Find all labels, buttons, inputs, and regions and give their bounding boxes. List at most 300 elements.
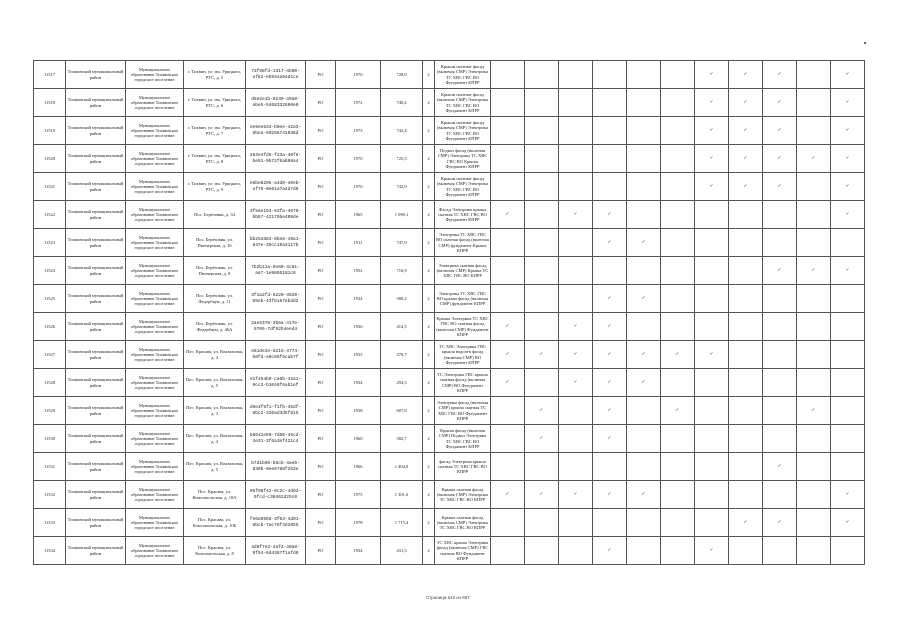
- check-mark-icon: ✓: [593, 313, 627, 341]
- check-mark-icon: ✓: [491, 201, 525, 229]
- works-cell: Электрика скатная фасад (включая СМР) Крыша ТС ХВС ГВС ВО КПРР: [435, 257, 491, 285]
- area-cell: 742,9: [381, 173, 423, 201]
- check-mark-icon: ✓: [593, 425, 627, 453]
- settlement-cell: Муниципальное образование Тихвинское городское поселение: [126, 173, 184, 201]
- check-mark-icon: ✓: [729, 145, 763, 173]
- empty-check-cell: [729, 313, 763, 341]
- empty-check-cell: [763, 481, 797, 509]
- house-id-cell: b7d1b96-b6cb-4aeb-839b-0ee6788f2b3e: [246, 453, 306, 481]
- empty-check-cell: [797, 425, 831, 453]
- empty-check-cell: [559, 425, 593, 453]
- type-cell: РО: [306, 257, 336, 285]
- floors-cell: 2: [423, 313, 435, 341]
- row-number: 11528: [34, 369, 66, 397]
- empty-check-cell: [695, 397, 729, 425]
- table-row: [34, 285, 865, 313]
- empty-check-cell: [661, 89, 695, 117]
- empty-check-cell: [593, 257, 627, 285]
- check-mark-icon: ✓: [763, 61, 797, 89]
- check-mark-icon: ✓: [695, 117, 729, 145]
- empty-check-cell: [729, 285, 763, 313]
- settlement-cell: Муниципальное образование Тихвинское городское поселение: [126, 509, 184, 537]
- empty-check-cell: [491, 117, 525, 145]
- type-cell: РО: [306, 145, 336, 173]
- empty-check-cell: [525, 229, 559, 257]
- type-cell: РО: [306, 453, 336, 481]
- row-number: 11523: [34, 229, 66, 257]
- floors-cell: 2: [423, 285, 435, 313]
- check-mark-icon: ✓: [831, 89, 865, 117]
- empty-check-cell: [695, 369, 729, 397]
- check-mark-icon: ✓: [831, 145, 865, 173]
- register-sheet: [33, 60, 865, 565]
- empty-check-cell: [593, 117, 627, 145]
- check-mark-icon: ✓: [831, 201, 865, 229]
- empty-check-cell: [525, 257, 559, 285]
- district-cell: Тихвинский муниципальный район: [66, 229, 126, 257]
- house-id-cell: 3f1a2fd-6220-4920-85eb-43f8167abdd2: [246, 285, 306, 313]
- empty-check-cell: [525, 369, 559, 397]
- empty-check-cell: [559, 145, 593, 173]
- year-cell: 1978: [336, 509, 381, 537]
- empty-check-cell: [729, 201, 763, 229]
- year-cell: 1936: [336, 313, 381, 341]
- floors-cell: 2: [423, 509, 435, 537]
- works-cell: Крыши скатные фасад (включая СМР) Электрика ТС ХВС ГВС ВО Фундамент КПРР: [435, 117, 491, 145]
- check-mark-icon: ✓: [559, 369, 593, 397]
- floors-cell: 2: [423, 89, 435, 117]
- year-cell: 1934: [336, 369, 381, 397]
- address-cell: Пос. Красава, ул. Комсомольская, д. 8: [184, 537, 246, 565]
- address-cell: Пос. Берёзовик, д. 34: [184, 201, 246, 229]
- works-cell: Крыша скатная фасад (включая СМР) Электрика ТС ХВС ГВС ВО КПРР: [435, 481, 491, 509]
- address-cell: Пос. Берёзовик, ул. Федербаум, д. 46А: [184, 313, 246, 341]
- check-mark-icon: ✓: [763, 89, 797, 117]
- house-id-cell: d9e4f5f1-f1fb-45df-8bc2-320ad3d5f815: [246, 397, 306, 425]
- house-id-cell: ee9ee634-b0ee-42a3-9bea-60256741038d: [246, 117, 306, 145]
- settlement-cell: Муниципальное образование Тихвинское городское поселение: [126, 537, 184, 565]
- area-cell: 478,7: [381, 341, 423, 369]
- empty-check-cell: [729, 341, 763, 369]
- address-cell: г. Тихвин, ул. им. Урицкого, РТС, д. 9: [184, 173, 246, 201]
- empty-check-cell: [525, 509, 559, 537]
- page-footer: Страница 642 из 687: [426, 595, 470, 600]
- check-mark-icon: ✓: [593, 201, 627, 229]
- address-cell: Пос. Красава, ул. Вокзальная, д. 4: [184, 341, 246, 369]
- empty-check-cell: [525, 201, 559, 229]
- row-number: 11529: [34, 397, 66, 425]
- address-cell: г. Тихвин, ул. им. Урицкого, РТС, д. 5: [184, 61, 246, 89]
- empty-check-cell: [831, 537, 865, 565]
- year-cell: 1911: [336, 229, 381, 257]
- empty-check-cell: [491, 509, 525, 537]
- empty-check-cell: [491, 285, 525, 313]
- works-cell: Крыши скатные фасад (включая СМР) Электрика ТС ХВС ГВС ВО Фундамент КПРР: [435, 89, 491, 117]
- district-cell: Тихвинский муниципальный район: [66, 201, 126, 229]
- settlement-cell: Муниципальное образование Тихвинское городское поселение: [126, 117, 184, 145]
- empty-check-cell: [593, 509, 627, 537]
- register-table: [33, 60, 865, 565]
- address-cell: Пос. Красава, ул. Вокзальная, д. 3: [184, 397, 246, 425]
- row-number: 11534: [34, 537, 66, 565]
- house-id-cell: fe6a9566-3f63-4d01-8bcb-7ac76f3d2055: [246, 509, 306, 537]
- area-cell: 728,9: [381, 61, 423, 89]
- table-row: [34, 341, 865, 369]
- address-cell: Пос. Красава, ул. Комсомольская, д. 10А: [184, 481, 246, 509]
- house-id-cell: 3f8ae154-53fa-4679-bb57-42179be409de: [246, 201, 306, 229]
- district-cell: Тихвинский муниципальный район: [66, 117, 126, 145]
- empty-check-cell: [763, 313, 797, 341]
- works-cell: Электрика фасад (включая СМР) крыша скатная ТС ХВС ГВС ВО Фундамент КПРР: [435, 397, 491, 425]
- empty-check-cell: [627, 145, 661, 173]
- empty-check-cell: [695, 257, 729, 285]
- empty-check-cell: [661, 453, 695, 481]
- check-mark-icon: ✓: [491, 341, 525, 369]
- works-cell: Подвал фасад (включая СМР) Электрика ТС ХВС ГВС ВО Крыша Фундамент КПРР: [435, 145, 491, 173]
- check-mark-icon: ✓: [593, 285, 627, 313]
- empty-check-cell: [763, 285, 797, 313]
- check-mark-icon: ✓: [491, 313, 525, 341]
- empty-check-cell: [491, 257, 525, 285]
- empty-check-cell: [491, 145, 525, 173]
- row-number: 11532: [34, 481, 66, 509]
- district-cell: Тихвинский муниципальный район: [66, 509, 126, 537]
- settlement-cell: Муниципальное образование Тихвинское городское поселение: [126, 89, 184, 117]
- empty-check-cell: [491, 537, 525, 565]
- type-cell: РО: [306, 481, 336, 509]
- empty-check-cell: [525, 453, 559, 481]
- empty-check-cell: [661, 285, 695, 313]
- check-mark-icon: ✓: [661, 341, 695, 369]
- check-mark-icon: ✓: [763, 257, 797, 285]
- type-cell: РО: [306, 397, 336, 425]
- empty-check-cell: [763, 201, 797, 229]
- works-cell: Крыша Электрика ТС ХВС ГВС ВО скатная фасад (включая СМР) Фундамент КПРР: [435, 313, 491, 341]
- district-cell: Тихвинский муниципальный район: [66, 173, 126, 201]
- empty-check-cell: [525, 61, 559, 89]
- year-cell: 1972: [336, 89, 381, 117]
- settlement-cell: Муниципальное образование Тихвинское городское поселение: [126, 61, 184, 89]
- settlement-cell: Муниципальное образование Тихвинское городское поселение: [126, 481, 184, 509]
- register-rows: [34, 61, 865, 565]
- table-row: [34, 173, 865, 201]
- check-mark-icon: ✓: [525, 341, 559, 369]
- empty-check-cell: [831, 341, 865, 369]
- year-cell: 1938: [336, 397, 381, 425]
- row-number: 11526: [34, 313, 66, 341]
- check-mark-icon: ✓: [763, 453, 797, 481]
- empty-check-cell: [797, 481, 831, 509]
- empty-check-cell: [695, 313, 729, 341]
- empty-check-cell: [525, 89, 559, 117]
- empty-check-cell: [729, 229, 763, 257]
- check-mark-icon: ✓: [695, 89, 729, 117]
- check-mark-icon: ✓: [831, 481, 865, 509]
- empty-check-cell: [491, 173, 525, 201]
- empty-check-cell: [559, 61, 593, 89]
- row-number: 11517: [34, 61, 66, 89]
- empty-check-cell: [763, 369, 797, 397]
- floors-cell: 2: [423, 453, 435, 481]
- district-cell: Тихвинский муниципальный район: [66, 341, 126, 369]
- check-mark-icon: ✓: [695, 341, 729, 369]
- address-cell: Пос. Берёзовик, ул. Пионерская, д. 8: [184, 257, 246, 285]
- settlement-cell: Муниципальное образование Тихвинское городское поселение: [126, 229, 184, 257]
- area-cell: 294,3: [381, 369, 423, 397]
- empty-check-cell: [797, 285, 831, 313]
- empty-check-cell: [627, 453, 661, 481]
- empty-check-cell: [525, 313, 559, 341]
- empty-check-cell: [831, 425, 865, 453]
- check-mark-icon: ✓: [627, 229, 661, 257]
- table-row: [34, 397, 865, 425]
- empty-check-cell: [627, 537, 661, 565]
- check-mark-icon: ✓: [831, 257, 865, 285]
- address-cell: Пос. Красава, ул. Комсомольская, д. 10Б: [184, 509, 246, 537]
- empty-check-cell: [729, 369, 763, 397]
- empty-check-cell: [627, 425, 661, 453]
- floors-cell: 2: [423, 341, 435, 369]
- empty-check-cell: [661, 369, 695, 397]
- area-cell: 716,9: [381, 257, 423, 285]
- empty-check-cell: [525, 145, 559, 173]
- check-mark-icon: ✓: [763, 173, 797, 201]
- empty-check-cell: [763, 229, 797, 257]
- check-mark-icon: ✓: [491, 481, 525, 509]
- check-mark-icon: ✓: [695, 145, 729, 173]
- district-cell: Тихвинский муниципальный район: [66, 145, 126, 173]
- check-mark-icon: ✓: [763, 509, 797, 537]
- empty-check-cell: [763, 425, 797, 453]
- row-number: 11531: [34, 453, 66, 481]
- year-cell: 1935: [336, 341, 381, 369]
- settlement-cell: Муниципальное образование Тихвинское городское поселение: [126, 285, 184, 313]
- address-cell: Пос. Красава, ул. Вокзальная, д. 4: [184, 425, 246, 453]
- type-cell: РО: [306, 537, 336, 565]
- district-cell: Тихвинский муниципальный район: [66, 89, 126, 117]
- settlement-cell: Муниципальное образование Тихвинское городское поселение: [126, 341, 184, 369]
- empty-check-cell: [797, 173, 831, 201]
- check-mark-icon: ✓: [593, 537, 627, 565]
- empty-check-cell: [661, 117, 695, 145]
- check-mark-icon: ✓: [593, 481, 627, 509]
- empty-check-cell: [627, 509, 661, 537]
- row-number: 11520: [34, 145, 66, 173]
- empty-check-cell: [797, 313, 831, 341]
- check-mark-icon: ✓: [525, 397, 559, 425]
- table-row: [34, 61, 865, 89]
- empty-check-cell: [797, 89, 831, 117]
- district-cell: Тихвинский муниципальный район: [66, 61, 126, 89]
- works-cell: Крыша скатная фасад (включая СМР) Электрика ТС ХВС ГВС ВО КПРР: [435, 509, 491, 537]
- empty-check-cell: [661, 201, 695, 229]
- empty-check-cell: [661, 229, 695, 257]
- empty-check-cell: [695, 229, 729, 257]
- year-cell: 1973: [336, 117, 381, 145]
- empty-check-cell: [491, 229, 525, 257]
- settlement-cell: Муниципальное образование Тихвинское городское поселение: [126, 453, 184, 481]
- empty-check-cell: [797, 537, 831, 565]
- empty-check-cell: [661, 173, 695, 201]
- type-cell: РО: [306, 341, 336, 369]
- table-row: [34, 425, 865, 453]
- house-id-cell: 7b2b11a-9e60-4c81-aa7-1e9865181c6: [246, 257, 306, 285]
- empty-check-cell: [627, 313, 661, 341]
- scan-speck: [864, 42, 866, 44]
- empty-check-cell: [729, 425, 763, 453]
- table-row: [34, 257, 865, 285]
- area-cell: 607,8: [381, 397, 423, 425]
- floors-cell: 2: [423, 537, 435, 565]
- row-number: 11521: [34, 173, 66, 201]
- area-cell: 582,7: [381, 425, 423, 453]
- empty-check-cell: [695, 481, 729, 509]
- check-mark-icon: ✓: [559, 341, 593, 369]
- empty-check-cell: [491, 397, 525, 425]
- check-mark-icon: ✓: [559, 481, 593, 509]
- district-cell: Тихвинский муниципальный район: [66, 397, 126, 425]
- year-cell: 1952: [336, 257, 381, 285]
- row-number: 11522: [34, 201, 66, 229]
- empty-check-cell: [797, 229, 831, 257]
- row-number: 11525: [34, 285, 66, 313]
- district-cell: Тихвинский муниципальный район: [66, 453, 126, 481]
- settlement-cell: Муниципальное образование Тихвинское городское поселение: [126, 201, 184, 229]
- empty-check-cell: [661, 145, 695, 173]
- empty-check-cell: [831, 453, 865, 481]
- address-cell: Пос. Красава, ул. Вокзальная, д. 5: [184, 369, 246, 397]
- area-cell: 1 090,1: [381, 201, 423, 229]
- district-cell: Тихвинский муниципальный район: [66, 537, 126, 565]
- empty-check-cell: [797, 453, 831, 481]
- house-id-cell: e1f454b0-ca6b-42a1-9cc3-b1046f6ab1ef: [246, 369, 306, 397]
- floors-cell: 2: [423, 145, 435, 173]
- check-mark-icon: ✓: [729, 61, 763, 89]
- table-row: [34, 453, 865, 481]
- empty-check-cell: [559, 173, 593, 201]
- row-number: 11533: [34, 509, 66, 537]
- area-cell: 725,3: [381, 145, 423, 173]
- works-cell: ТС ХВС Электрика ГВС крыша водоотв фасад (включая СМР) ВО Фундамент КПРР: [435, 341, 491, 369]
- empty-check-cell: [797, 117, 831, 145]
- empty-check-cell: [661, 425, 695, 453]
- empty-check-cell: [559, 117, 593, 145]
- check-mark-icon: ✓: [729, 509, 763, 537]
- type-cell: РО: [306, 173, 336, 201]
- empty-check-cell: [729, 397, 763, 425]
- address-cell: г. Тихвин, ул. им. Урицкого, РТС, д. 7: [184, 117, 246, 145]
- check-mark-icon: ✓: [831, 509, 865, 537]
- empty-check-cell: [695, 425, 729, 453]
- check-mark-icon: ✓: [661, 397, 695, 425]
- district-cell: Тихвинский муниципальный район: [66, 481, 126, 509]
- table-row: [34, 537, 865, 565]
- settlement-cell: Муниципальное образование Тихвинское городское поселение: [126, 369, 184, 397]
- type-cell: РО: [306, 61, 336, 89]
- works-cell: Крыша фасад (включая СМР) Подвал Электрика ТС ХВС ГВС ВО Фундамент КПРР: [435, 425, 491, 453]
- district-cell: Тихвинский муниципальный район: [66, 285, 126, 313]
- settlement-cell: Муниципальное образование Тихвинское городское поселение: [126, 313, 184, 341]
- table-row: [34, 201, 865, 229]
- empty-check-cell: [525, 285, 559, 313]
- works-cell: Фасад Электрика крыша скатная ТС ХВС ГВС ВО Фундамент КПРР: [435, 201, 491, 229]
- district-cell: Тихвинский муниципальный район: [66, 257, 126, 285]
- empty-check-cell: [627, 89, 661, 117]
- empty-check-cell: [729, 453, 763, 481]
- area-cell: 742,4: [381, 117, 423, 145]
- empty-check-cell: [797, 61, 831, 89]
- check-mark-icon: ✓: [627, 481, 661, 509]
- district-cell: Тихвинский муниципальный район: [66, 313, 126, 341]
- house-id-cell: e51de2e-8215-4774-b0fd-a6c85f6cab7f: [246, 341, 306, 369]
- house-id-cell: 2ae5370-3b6a-417e-9705-7df92b4eed4: [246, 313, 306, 341]
- type-cell: РО: [306, 201, 336, 229]
- floors-cell: 2: [423, 481, 435, 509]
- floors-cell: 2: [423, 369, 435, 397]
- year-cell: 1970: [336, 173, 381, 201]
- year-cell: 1966: [336, 453, 381, 481]
- empty-check-cell: [661, 313, 695, 341]
- floors-cell: 2: [423, 61, 435, 89]
- empty-check-cell: [695, 509, 729, 537]
- empty-check-cell: [491, 89, 525, 117]
- table-row: [34, 117, 865, 145]
- empty-check-cell: [831, 397, 865, 425]
- area-cell: 580,2: [381, 285, 423, 313]
- check-mark-icon: ✓: [695, 537, 729, 565]
- empty-check-cell: [797, 341, 831, 369]
- works-cell: Электрика ТС ХВС ГВС ВО скатная фасад (включая СМР) фундамент Крыша КПРР: [435, 229, 491, 257]
- table-row: [34, 89, 865, 117]
- empty-check-cell: [593, 145, 627, 173]
- type-cell: РО: [306, 89, 336, 117]
- table-row: [34, 369, 865, 397]
- table-row: [34, 229, 865, 257]
- empty-check-cell: [661, 257, 695, 285]
- check-mark-icon: ✓: [763, 117, 797, 145]
- empty-check-cell: [627, 173, 661, 201]
- check-mark-icon: ✓: [695, 61, 729, 89]
- empty-check-cell: [763, 341, 797, 369]
- type-cell: РО: [306, 509, 336, 537]
- check-mark-icon: ✓: [627, 369, 661, 397]
- floors-cell: 2: [423, 201, 435, 229]
- works-cell: Электрика ТС ХВС ГВС ВО крыша фасад (включая СМР) фундамент КПРР: [435, 285, 491, 313]
- works-cell: ТС ХВС крыша Электрика фасад (включая СМР) ГВС скатная ВО Фундамент КПРР: [435, 537, 491, 565]
- check-mark-icon: ✓: [627, 285, 661, 313]
- year-cell: 1970: [336, 61, 381, 89]
- address-cell: Пос. Берёзовик, ул. Федербаум, д. 11: [184, 285, 246, 313]
- address-cell: Пос. Берёзовик, ул. Пионерская, д. 10: [184, 229, 246, 257]
- year-cell: 1965: [336, 201, 381, 229]
- empty-check-cell: [661, 537, 695, 565]
- check-mark-icon: ✓: [797, 145, 831, 173]
- area-cell: 1 715,4: [381, 509, 423, 537]
- empty-check-cell: [797, 201, 831, 229]
- empty-check-cell: [559, 397, 593, 425]
- check-mark-icon: ✓: [831, 61, 865, 89]
- check-mark-icon: ✓: [525, 481, 559, 509]
- house-id-cell: b8641e60-7d60-45cd-3e31-3f6a3ef421c4: [246, 425, 306, 453]
- address-cell: г. Тихвин, ул. им. Урицкого, РТС, д. 6: [184, 89, 246, 117]
- type-cell: РО: [306, 313, 336, 341]
- empty-check-cell: [831, 285, 865, 313]
- empty-check-cell: [491, 425, 525, 453]
- empty-check-cell: [559, 537, 593, 565]
- table-row: [34, 481, 865, 509]
- empty-check-cell: [729, 257, 763, 285]
- empty-check-cell: [491, 453, 525, 481]
